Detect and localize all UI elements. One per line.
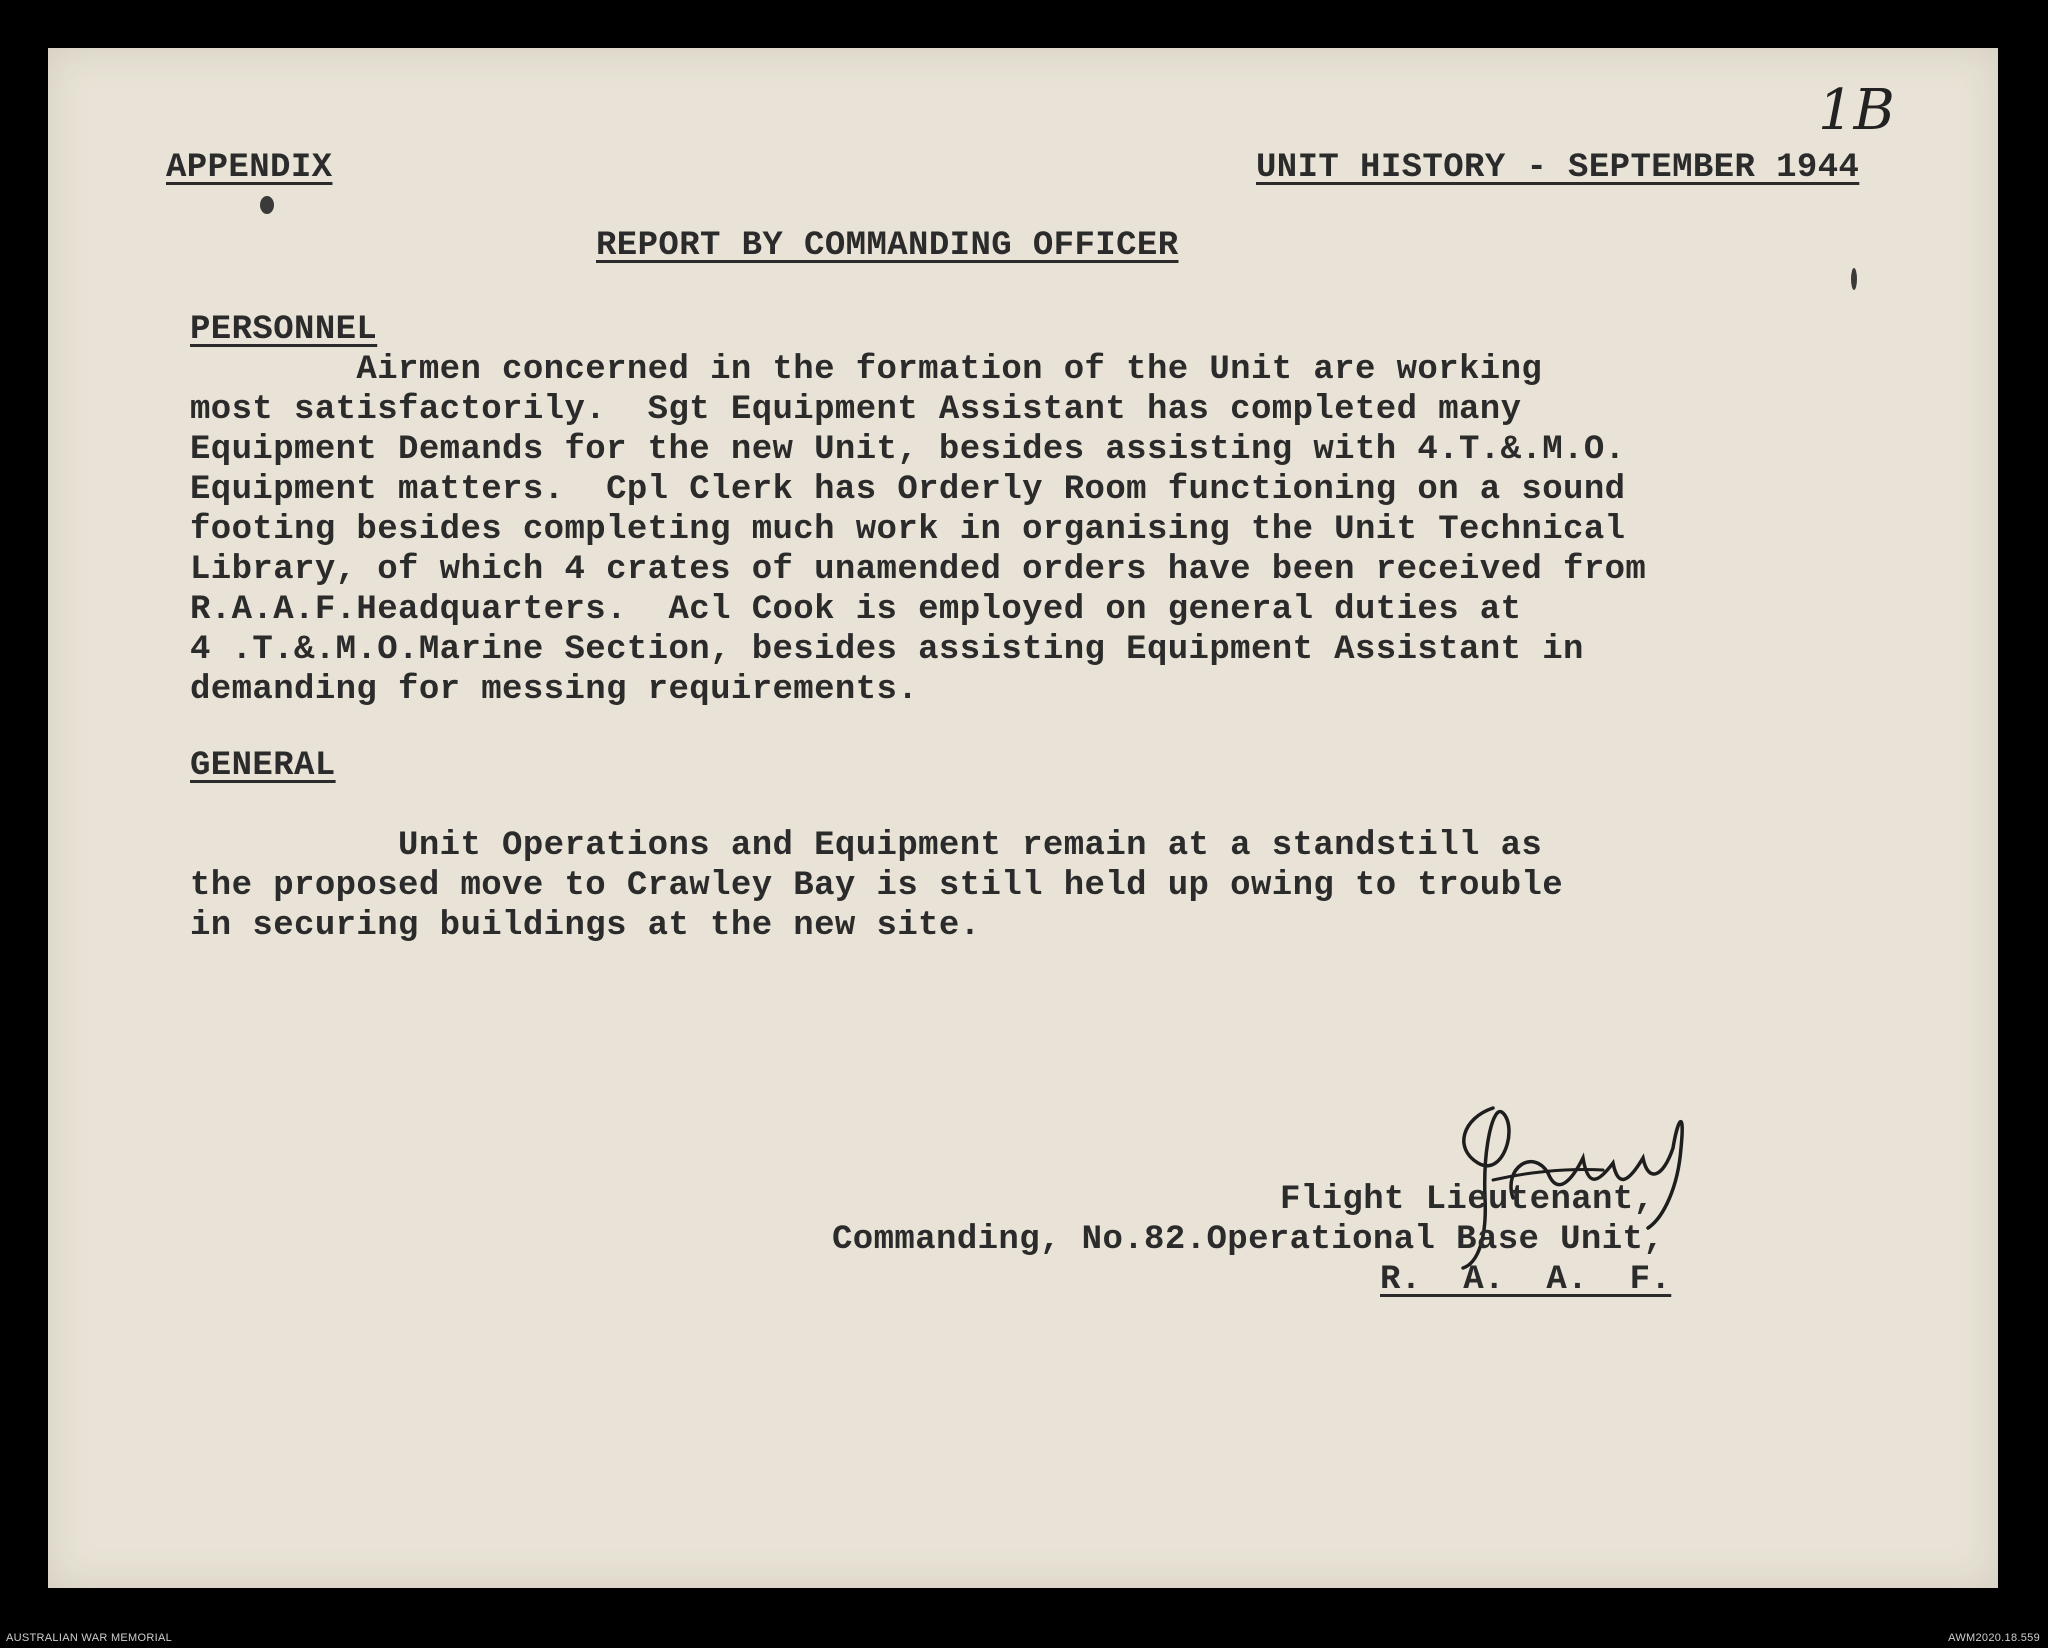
footer-reference: AWM2020.18.559 (1948, 1632, 2040, 1644)
signatory-service: R. A. A. F. (1380, 1261, 1672, 1299)
text-line: Equipment Demands for the new Unit, besides assisting with 4.T.&.M.O. (190, 431, 1626, 469)
header-unit-history: UNIT HISTORY - SEPTEMBER 1944 (1256, 149, 1860, 187)
section-heading-general: GENERAL (190, 747, 336, 785)
ink-blot (1851, 268, 1857, 290)
text-line: most satisfactorily. Sgt Equipment Assistant has completed many (190, 391, 1522, 429)
signatory-command: Commanding, No.82.Operational Base Unit, (832, 1221, 1665, 1259)
report-title: REPORT BY COMMANDING OFFICER (596, 227, 1179, 265)
header-appendix: APPENDIX (166, 149, 333, 187)
text-line: footing besides completing much work in organising the Unit Technical (190, 511, 1626, 549)
section-heading-personnel: PERSONNEL (190, 311, 378, 349)
signatory-rank: Flight Lieutenant, (1280, 1181, 1655, 1219)
footer-credit: AUSTRALIAN WAR MEMORIAL (6, 1632, 173, 1644)
text-line: Library, of which 4 crates of unamended orders have been received from (190, 551, 1647, 589)
ink-blot (260, 196, 274, 214)
text-line: demanding for messing requirements. (190, 671, 919, 709)
text-line: R.A.A.F.Headquarters. Acl Cook is employed on general duties at (190, 591, 1522, 629)
text-line: Airmen concerned in the formation of the Unit are working (190, 351, 1543, 389)
document-page (48, 48, 1998, 1588)
text-line: 4 .T.&.M.O.Marine Section, besides assisting Equipment Assistant in (190, 631, 1584, 669)
text-line: Equipment matters. Cpl Clerk has Orderly Room functioning on a sound (190, 471, 1626, 509)
text-line: the proposed move to Crawley Bay is still held up owing to trouble (190, 867, 1564, 905)
handwritten-page-number: 1B (1818, 78, 1895, 143)
text-line: Unit Operations and Equipment remain at a standstill as (190, 827, 1543, 865)
text-line: in securing buildings at the new site. (190, 907, 981, 945)
